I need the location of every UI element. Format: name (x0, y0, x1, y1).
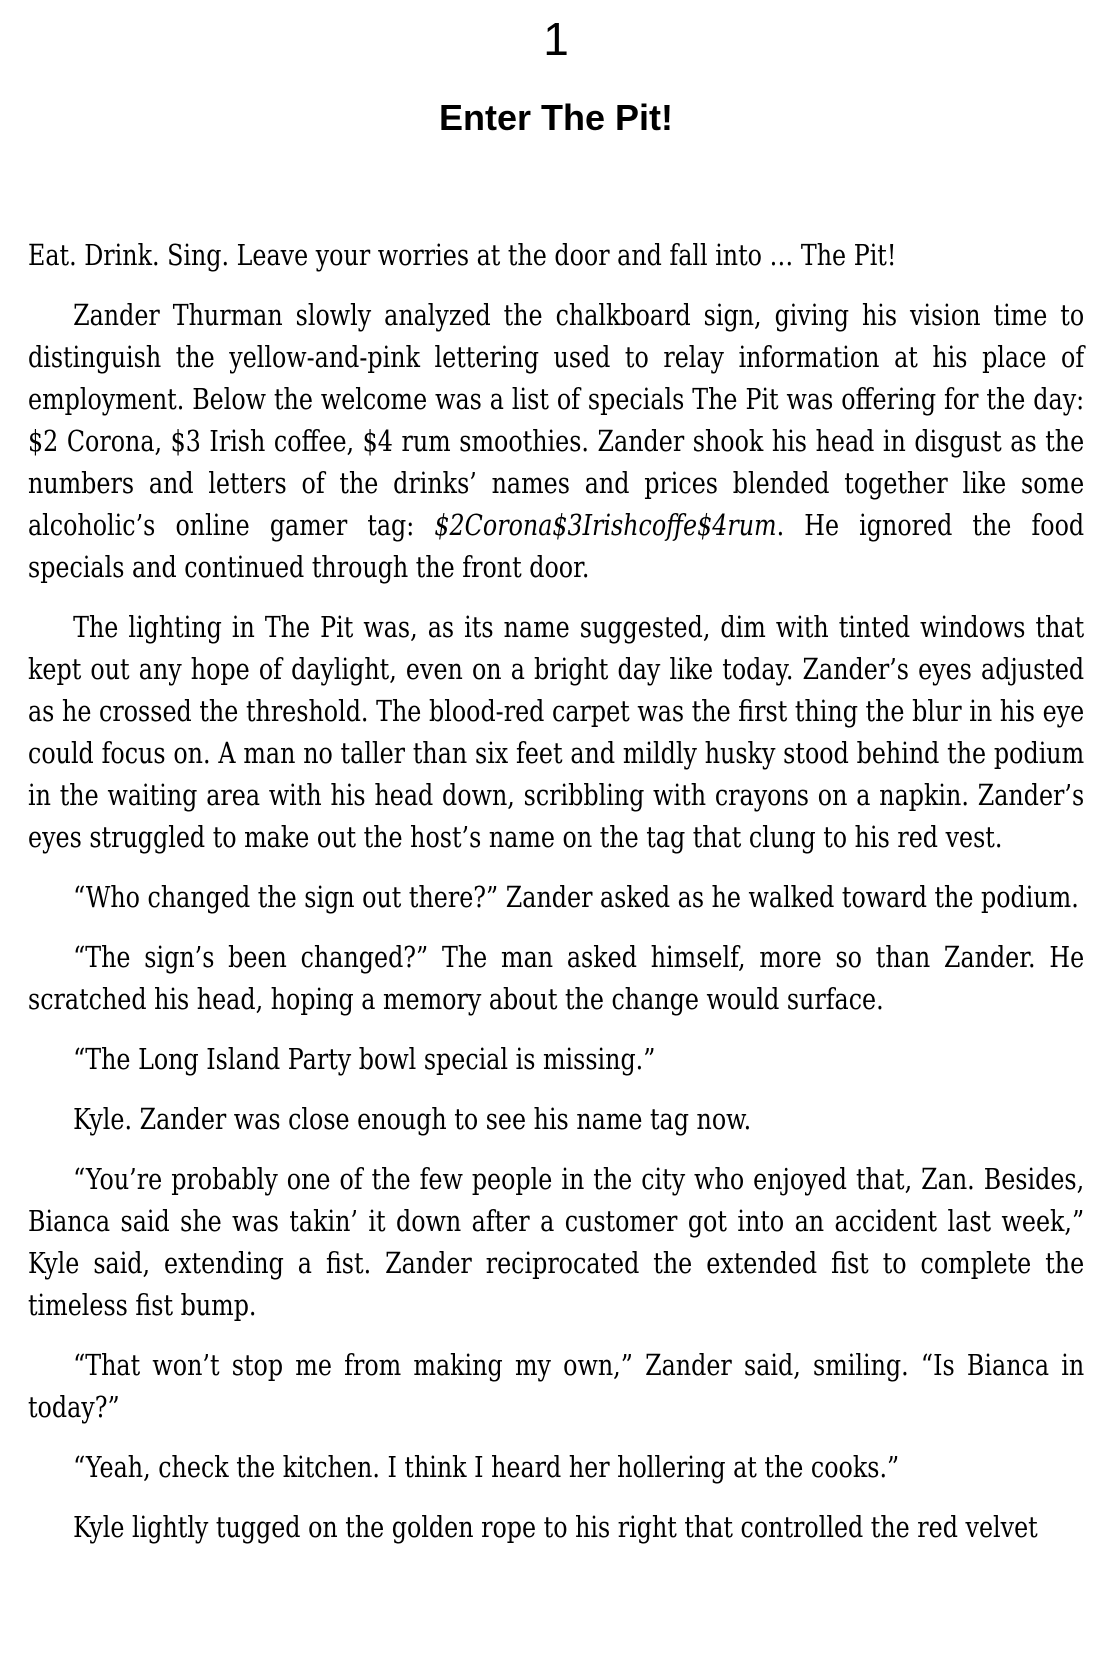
paragraph-kyle-name-tag: Kyle. Zander was close enough to see his name tag now. (73, 1102, 752, 1136)
chapter-number: 1 (543, 13, 569, 65)
chapter-title: Enter The Pit! (438, 97, 674, 138)
chapter-header (28, 13, 1084, 138)
paragraph-dialogue-check-kitchen: “Yeah, check the kitchen. I think I heard her hollering at the cooks.” (73, 1450, 900, 1484)
paragraph-dialogue-is-bianca-in: “That won’t stop me from making my own,” Zander said, smiling. “Is Bianca in today?” (28, 1348, 1085, 1424)
paragraph-golden-rope: Kyle lightly tugged on the golden rope to his right that controlled the red velvet (73, 1510, 1038, 1544)
paragraph-chalkboard (28, 294, 1084, 588)
chapter-body (28, 234, 1084, 1548)
paragraph-dialogue-who-changed: “Who changed the sign out there?” Zander asked as he walked toward the podium. (73, 880, 1079, 914)
paragraph-lighting: The lighting in The Pit was, as its name suggested, dim with tinted windows that kept out any hope of daylight, even on a bright day like today. Zander’s eyes adjusted as he crossed the threshold. The blood-red carpet was the first thing the blur in his eye could focus on. A man no taller than six feet and mildly husky stood behind the podium in the waiting area with his head down, scribbling with crayons on a napkin. Zander’s eyes struggled to make out the host’s name on the tag that clung to his red vest. (28, 610, 1085, 854)
paragraph-intro: Eat. Drink. Sing. Leave your worries at the door and fall into … The Pit! (28, 238, 897, 272)
paragraph-dialogue-fist-bump: “You’re probably one of the few people in the city who enjoyed that, Zan. Besides, Bianca said she was takin’ it down after a customer got into an accident last week,” Kyle said, extending a fist. Zander reciprocated the extended fist to complete the timeless fist bump. (28, 1162, 1085, 1322)
gamer-tag-italic: $2Corona$3Irishcoffe$4rum (434, 508, 777, 542)
paragraph-dialogue-long-island: “The Long Island Party bowl special is missing.” (73, 1042, 656, 1076)
paragraph-chalkboard-text-end: . He ignored the food specials and continued through the front door. (28, 508, 1085, 584)
paragraph-chalkboard-text-start: Zander Thurman slowly analyzed the chalkboard sign, giving his vision time to distinguish the yellow-and-pink lettering used to relay information at his place of employment. Below the welcome was a list of specials The Pit was offering for the day: $2 Corona, $3 Irish coffee, $4 rum smoothies. Zander shook his head in disgust as the numbers and letters of the drinks’ names and prices blended together like some alcoholic’s online gamer tag: (28, 298, 1085, 542)
paragraph-dialogue-sign-changed: “The sign’s been changed?” The man asked himself, more so than Zander. He scratched his head, hoping a memory about the change would surface. (28, 940, 1085, 1016)
